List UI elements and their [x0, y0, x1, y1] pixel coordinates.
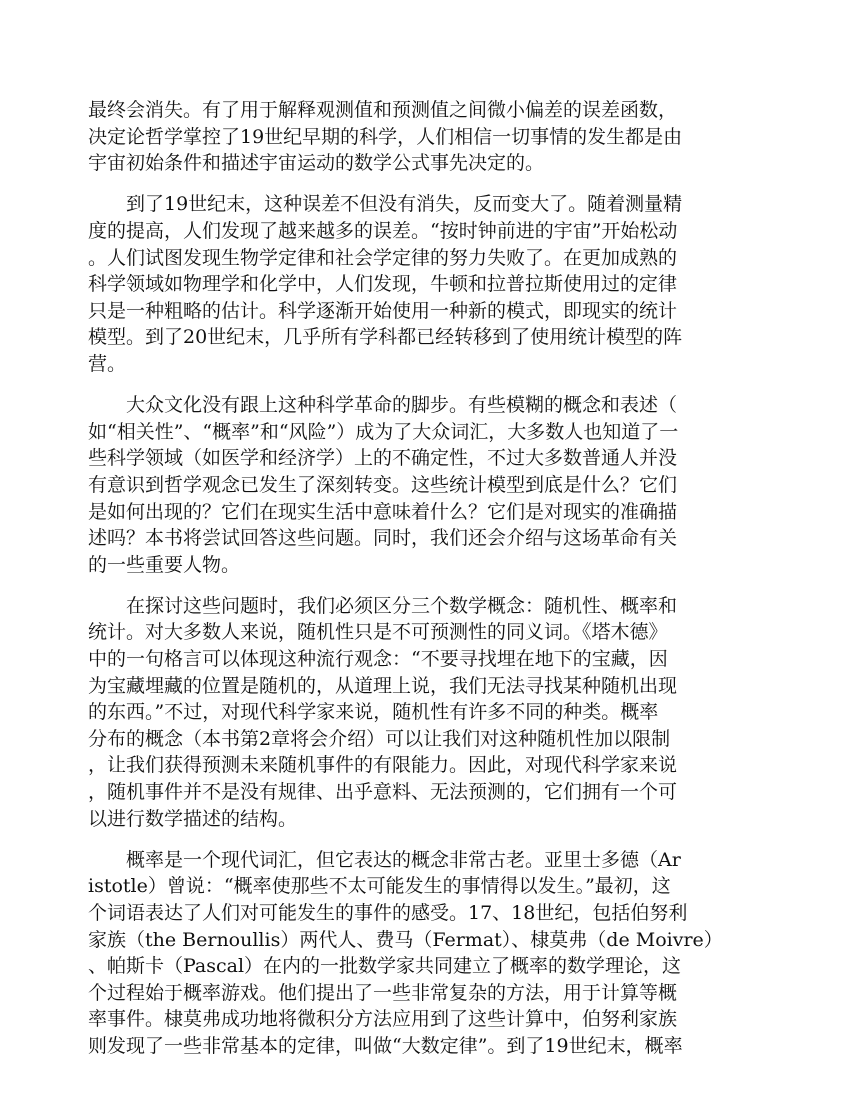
paragraph-5	[88, 847, 750, 1060]
text-line: 决定论哲学掌控了19世纪早期的科学，人们相信一切事情的发生都是由	[88, 125, 683, 148]
text-line: 以进行数学描述的结构。	[88, 807, 298, 830]
text-line: 述吗？本书将尝试回答这些问题。同时，我们还会介绍与这场革命有关	[88, 527, 678, 550]
text-line: 个过程始于概率游戏。他们提出了一些非常复杂的方法，用于计算等概	[88, 981, 678, 1004]
text-line: 的东西。”不过，对现代科学家来说，随机性有许多不同的种类。概率	[88, 701, 659, 724]
text-line: 统计。对大多数人来说，随机性只是不可预测性的同义词。《塔木德》	[88, 621, 668, 644]
text-line: 宇宙初始条件和描述宇宙运动的数学公式事先决定的。	[88, 152, 545, 175]
text-line: 概率是一个现代词汇，但它表达的概念非常古老。亚里士多德（Ar	[126, 848, 681, 871]
text-line: 、帕斯卡（Pascal）在内的一批数学家共同建立了概率的数学理论，这	[88, 955, 682, 978]
paragraph-1	[88, 97, 750, 177]
text-line: 家族（the Bernoullis）两代人、费马（Fermat）、棣莫弗（de Moivre）	[88, 928, 723, 951]
text-line: 有意识到哲学观念已发生了深刻转变。这些统计模型到底是什么？它们	[88, 473, 678, 496]
text-line: 则发现了一些非常基本的定律，叫做“大数定律”。到了19世纪末，概率	[88, 1034, 683, 1057]
text-line: ，让我们获得预测未来随机事件的有限能力。因此，对现代科学家来说	[88, 754, 678, 777]
text-line: ，随机事件并不是没有规律、出乎意料、无法预测的，它们拥有一个可	[88, 781, 678, 804]
text-line: 为宝藏埋藏的位置是随机的，从道理上说，我们无法寻找某种随机出现	[88, 674, 678, 697]
document-page	[88, 97, 750, 1074]
text-line: 科学领域如物理学和化学中，人们发现，牛顿和拉普拉斯使用过的定律	[88, 273, 678, 296]
text-line: 大众文化没有跟上这种科学革命的脚步。有些模糊的概念和表述（	[126, 394, 678, 417]
text-line: 个词语表达了人们对可能发生的事件的感受。17、18世纪，包括伯努利	[88, 902, 688, 924]
text-line: 的一些重要人物。	[88, 553, 241, 576]
text-line: 到了19世纪末，这种误差不但没有消失，反而变大了。随着测量精	[126, 193, 683, 216]
text-line: 些科学领域（如医学和经济学）上的不确定性，不过大多数普通人并没	[88, 447, 678, 470]
text-line: 分布的概念（本书第2章将会介绍）可以让我们对这种随机性加以限制	[88, 727, 671, 750]
text-line: 营。	[88, 352, 127, 375]
text-line: 是如何出现的？它们在现实生活中意味着什么？它们是对现实的准确描	[88, 500, 678, 523]
text-line: istotle）曾说：“概率使那些不太可能发生的事情得以发生。”最初，这	[88, 875, 671, 898]
text-line: 模型。到了20世纪末，几乎所有学科都已经转移到了使用统计模型的阵	[88, 326, 683, 349]
text-line: 中的一句格言可以体现这种流行观念：“不要寻找埋在地下的宝藏，因	[88, 648, 668, 671]
text-line: 率事件。棣莫弗成功地将微积分方法应用到了这些计算中，伯努利家族	[88, 1008, 678, 1031]
text-line: 在探讨这些问题时，我们必须区分三个数学概念：随机性、概率和	[126, 594, 678, 617]
text-line: 最终会消失。有了用于解释观测值和预测值之间微小偏差的误差函数，	[88, 99, 678, 121]
paragraph-3	[88, 392, 750, 578]
paragraph-2	[88, 191, 750, 377]
text-line: 。人们试图发现生物学定律和社会学定律的努力失败了。在更加成熟的	[88, 246, 678, 269]
text-line: 只是一种粗略的估计。科学逐渐开始使用一种新的模式，即现实的统计	[88, 299, 678, 322]
text-line: 如“相关性”、“概率”和“风险”）成为了大众词汇，大多数人也知道了一	[88, 420, 679, 443]
text-line: 度的提高，人们发现了越来越多的误差。“按时钟前进的宇宙”开始松动	[88, 219, 678, 242]
paragraph-4	[88, 593, 750, 832]
